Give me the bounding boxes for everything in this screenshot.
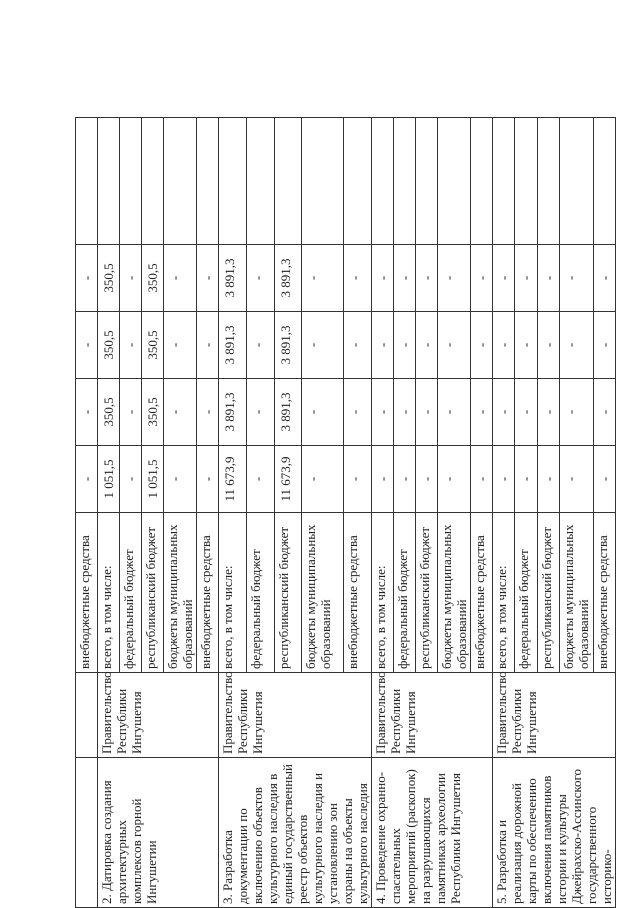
funding-source-cell: бюджеты муниципальных образований [438, 513, 471, 673]
amount-cell [593, 118, 615, 245]
funding-source-cell: всего, в том числе: [98, 513, 120, 673]
funding-source-cell: внебюджетные средства [593, 513, 615, 673]
activity-name-cell [76, 758, 98, 908]
amount-cell: - [537, 312, 559, 379]
amount-cell: - [344, 446, 372, 513]
amount-cell: - [493, 245, 515, 312]
funding-source-cell: всего, в том числе: [372, 513, 394, 673]
amount-cell: - [120, 379, 142, 446]
funding-source-cell: бюджеты муниципальных образований [164, 513, 197, 673]
amount-cell: - [197, 245, 219, 312]
executor-cell: Правительство Республики Ингушетия [98, 673, 219, 758]
amount-cell: 11 673,9 [219, 446, 247, 513]
funding-source-cell: внебюджетные средства [197, 513, 219, 673]
amount-cell: - [246, 245, 274, 312]
funding-table [75, 117, 616, 908]
funding-source-cell: всего, в том числе: [493, 513, 515, 673]
amount-cell: 3 891,3 [219, 245, 247, 312]
table-row [76, 118, 98, 908]
amount-cell: 350,5 [98, 312, 120, 379]
activity-name-cell: 5. Разработка и реализация дорожной карты по обеспечению включения памятников истории и культуры Джейрахско-Ассинского государственного историко- [493, 758, 616, 908]
amount-cell: - [537, 379, 559, 446]
amount-cell: - [471, 446, 493, 513]
amount-cell: - [438, 245, 471, 312]
executor-cell [76, 673, 98, 758]
amount-cell [471, 118, 493, 245]
amount-cell: - [416, 245, 438, 312]
amount-cell: - [394, 245, 416, 312]
amount-cell: - [197, 446, 219, 513]
amount-cell: - [344, 379, 372, 446]
rotated-page [75, 118, 614, 908]
funding-source-cell: республиканский бюджет [142, 513, 164, 673]
amount-cell: - [438, 312, 471, 379]
amount-cell [302, 118, 344, 245]
amount-cell: - [416, 379, 438, 446]
amount-cell: - [471, 245, 493, 312]
amount-cell: - [246, 446, 274, 513]
table-row [98, 118, 120, 908]
executor-cell: Правительство Республики Ингушетия [219, 673, 372, 758]
amount-cell: - [394, 312, 416, 379]
amount-cell: - [394, 379, 416, 446]
amount-cell: 350,5 [142, 245, 164, 312]
amount-cell: - [344, 312, 372, 379]
amount-cell: - [515, 245, 537, 312]
amount-cell [344, 118, 372, 245]
amount-cell: - [76, 245, 98, 312]
amount-cell: - [302, 245, 344, 312]
amount-cell: - [493, 446, 515, 513]
funding-source-cell: внебюджетные средства [344, 513, 372, 673]
funding-source-cell: федеральный бюджет [120, 513, 142, 673]
amount-cell: - [560, 245, 594, 312]
funding-source-cell: бюджеты муниципальных образований [560, 513, 594, 673]
funding-source-cell: республиканский бюджет [537, 513, 559, 673]
amount-cell: - [493, 379, 515, 446]
amount-cell [98, 118, 120, 245]
amount-cell: - [344, 245, 372, 312]
amount-cell: - [372, 312, 394, 379]
amount-cell: - [438, 379, 471, 446]
amount-cell: - [372, 379, 394, 446]
amount-cell: - [302, 379, 344, 446]
funding-source-cell: внебюджетные средства [76, 513, 98, 673]
amount-cell [197, 118, 219, 245]
amount-cell: 350,5 [142, 312, 164, 379]
activity-name-cell: 2. Датировка создания архитектурных комплексов горной Ингушетии [98, 758, 219, 908]
funding-source-cell: внебюджетные средства [471, 513, 493, 673]
amount-cell: - [416, 312, 438, 379]
amount-cell: 1 051,5 [98, 446, 120, 513]
amount-cell: - [120, 312, 142, 379]
table-row [219, 118, 247, 908]
amount-cell: - [164, 446, 197, 513]
amount-cell: - [416, 446, 438, 513]
amount-cell: - [593, 245, 615, 312]
amount-cell: - [76, 379, 98, 446]
amount-cell: - [164, 312, 197, 379]
amount-cell: - [394, 446, 416, 513]
amount-cell [416, 118, 438, 245]
funding-source-cell: республиканский бюджет [274, 513, 302, 673]
amount-cell: - [471, 312, 493, 379]
amount-cell: 3 891,3 [274, 379, 302, 446]
amount-cell: - [537, 245, 559, 312]
amount-cell: - [560, 379, 594, 446]
amount-cell [537, 118, 559, 245]
amount-cell: - [515, 379, 537, 446]
funding-source-cell: федеральный бюджет [394, 513, 416, 673]
amount-cell: - [246, 312, 274, 379]
amount-cell: - [593, 379, 615, 446]
amount-cell: - [560, 312, 594, 379]
amount-cell: - [593, 446, 615, 513]
amount-cell: - [537, 446, 559, 513]
table-row [372, 118, 394, 908]
amount-cell: - [76, 446, 98, 513]
amount-cell: 3 891,3 [219, 312, 247, 379]
amount-cell: - [76, 312, 98, 379]
amount-cell: - [246, 379, 274, 446]
amount-cell: 11 673,9 [274, 446, 302, 513]
funding-source-cell: бюджеты муниципальных образований [302, 513, 344, 673]
amount-cell: - [302, 312, 344, 379]
executor-cell: Правительство Республики Ингушетия [372, 673, 493, 758]
activity-name-cell: 4. Проведение охранно-спасательных мероприятий (раскопок) на разрушающихся памятниках археологии Республики Ингушетия [372, 758, 493, 908]
amount-cell [438, 118, 471, 245]
funding-table-body [76, 118, 616, 908]
amount-cell [246, 118, 274, 245]
amount-cell [372, 118, 394, 245]
amount-cell: - [197, 312, 219, 379]
amount-cell: - [515, 312, 537, 379]
funding-source-cell: федеральный бюджет [515, 513, 537, 673]
amount-cell [493, 118, 515, 245]
amount-cell: 3 891,3 [274, 312, 302, 379]
amount-cell: 350,5 [98, 379, 120, 446]
amount-cell: - [120, 446, 142, 513]
amount-cell: - [372, 446, 394, 513]
amount-cell: 350,5 [98, 245, 120, 312]
amount-cell [394, 118, 416, 245]
amount-cell: 3 891,3 [219, 379, 247, 446]
amount-cell: - [438, 446, 471, 513]
amount-cell: - [471, 379, 493, 446]
amount-cell [164, 118, 197, 245]
executor-cell: Правительство Республики Ингушетия [493, 673, 616, 758]
amount-cell [515, 118, 537, 245]
funding-source-cell: республиканский бюджет [416, 513, 438, 673]
amount-cell: - [164, 245, 197, 312]
amount-cell: - [593, 312, 615, 379]
activity-name-cell: 3. Разработка документации по включению объектов культурного наследия в единый государственный реестр объектов культурного наследия и установлению зон охраны на объекты культурного наследия [219, 758, 372, 908]
table-row [493, 118, 515, 908]
amount-cell: - [120, 245, 142, 312]
amount-cell: - [515, 446, 537, 513]
amount-cell: 1 051,5 [142, 446, 164, 513]
amount-cell: - [493, 312, 515, 379]
amount-cell: - [560, 446, 594, 513]
amount-cell [142, 118, 164, 245]
amount-cell [219, 118, 247, 245]
amount-cell: - [302, 446, 344, 513]
funding-source-cell: федеральный бюджет [246, 513, 274, 673]
amount-cell [76, 118, 98, 245]
amount-cell: - [197, 379, 219, 446]
funding-source-cell: всего, в том числе: [219, 513, 247, 673]
amount-cell [274, 118, 302, 245]
amount-cell: - [372, 245, 394, 312]
amount-cell [560, 118, 594, 245]
amount-cell: 350,5 [142, 379, 164, 446]
amount-cell: 3 891,3 [274, 245, 302, 312]
amount-cell [120, 118, 142, 245]
amount-cell: - [164, 379, 197, 446]
